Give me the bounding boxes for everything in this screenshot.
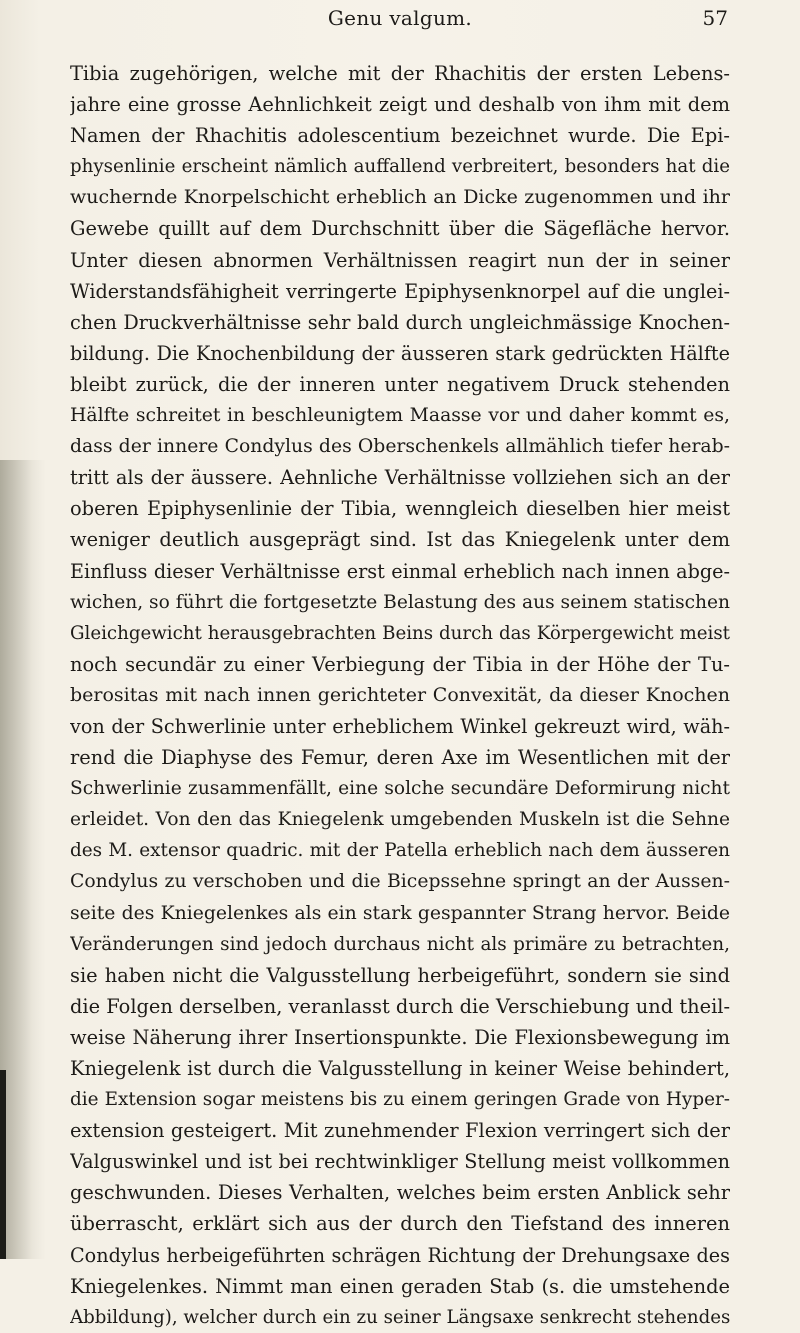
text-line: erleidet. Von den das Kniegelenk umgebenden Muskeln ist die Sehne (70, 809, 730, 831)
text-line: des M. extensor quadric. mit der Patella erheblich nach dem äusseren (70, 840, 730, 862)
text-line: bildung. Die Knochenbildung der äusseren stark gedrückten Hälfte (70, 341, 730, 365)
text-line: von der Schwerlinie unter erheblichem Winkel gekreuzt wird, wäh- (70, 714, 730, 738)
text-line: Tibia zugehörigen, welche mit der Rhachitis der ersten Lebens- (70, 62, 730, 85)
text-line: Kniegelenkes. Nimmt man einen geraden Stab (s. die umstehende (70, 1274, 730, 1298)
text-line: noch secundär zu einer Verbiegung der Tibia in der Höhe der Tu- (70, 652, 730, 676)
text-line: Widerstandsfähigheit verringerte Epiphysenknorpel auf die unglei- (70, 279, 730, 303)
text-line: Namen der Rhachitis adolescentium bezeichnet wurde. Die Epi- (70, 124, 730, 148)
binding-shadow (0, 460, 46, 1259)
text-line: rend die Diaphyse des Femur, deren Axe im Wesentlichen mit der (70, 746, 730, 770)
text-line: wichen, so führt die fortgesetzte Belastung des aus seinem statischen (70, 591, 730, 613)
binding-edge (0, 1070, 6, 1259)
text-line: sie haben nicht die Valgusstellung herbeigeführt, sondern sie sind (70, 963, 730, 987)
text-line: chen Druckverhältnisse sehr bald durch ungleichmässige Knochen- (70, 310, 730, 334)
text-line: geschwunden. Dieses Verhalten, welches beim ersten Anblick sehr (70, 1181, 730, 1205)
running-title: Genu valgum. (327, 6, 473, 30)
text-line: extension gesteigert. Mit zunehmender Flexion verringert sich der (70, 1119, 730, 1143)
text-line: Valguswinkel und ist bei rechtwinkliger Stellung meist vollkommen (70, 1150, 730, 1174)
text-line: Hälfte schreitet in beschleunigtem Maasse vor und daher kommt es, (70, 405, 730, 427)
text-line: Unter diesen abnormen Verhältnissen reagirt nun der in seiner (70, 248, 730, 272)
text-line: Veränderungen sind jedoch durchaus nicht als primäre zu betrachten, (70, 933, 730, 955)
running-head (70, 6, 730, 38)
text-line: tritt als der äussere. Aehnliche Verhältnisse vollziehen sich an der (70, 466, 730, 490)
text-line: wuchernde Knorpelschicht erheblich an Dicke zugenommen und ihr (70, 186, 730, 209)
text-line: jahre eine grosse Aehnlichkeit zeigt und deshalb von ihm mit dem (70, 93, 730, 117)
text-line: die Folgen derselben, veranlasst durch die Verschiebung und theil- (70, 994, 730, 1018)
text-line: überrascht, erklärt sich aus der durch den Tiefstand des inneren (70, 1212, 730, 1236)
body-text (70, 58, 730, 1333)
text-line: physenlinie erscheint nämlich auffallend verbreitert, besonders hat die (70, 156, 730, 178)
text-line: Condylus zu verschoben und die Bicepssehne springt an der Aussen- (70, 871, 730, 893)
page-number: 57 (702, 6, 728, 30)
text-line: dass der innere Condylus des Oberschenkels allmählich tiefer herab- (70, 436, 730, 458)
text-line: Gleichgewicht herausgebrachten Beins durch das Körpergewicht meist (70, 622, 730, 644)
text-line: oberen Epiphysenlinie der Tibia, wenngleich dieselben hier meist (70, 497, 730, 521)
text-line: Condylus herbeigeführten schrägen Richtung der Drehungsaxe des (70, 1243, 730, 1267)
text-line: Kniegelenk ist durch die Valgusstellung in keiner Weise behindert, (70, 1057, 730, 1080)
text-line: Abbildung), welcher durch ein zu seiner Längsaxe senkrecht stehendes (70, 1306, 730, 1328)
text-line: Schwerlinie zusammenfällt, eine solche secundäre Deformirung nicht (70, 778, 730, 800)
text-line: Einfluss dieser Verhältnisse erst einmal erheblich nach innen abge- (70, 559, 730, 583)
text-line: weise Näherung ihrer Insertionspunkte. Die Flexionsbewegung im (70, 1025, 730, 1049)
text-line: weniger deutlich ausgeprägt sind. Ist das Kniegelenk unter dem (70, 528, 730, 552)
text-line: bleibt zurück, die der inneren unter negativem Druck stehenden (70, 372, 730, 396)
text-line: Gewebe quillt auf dem Durchschnitt über die Sägefläche hervor. (70, 217, 730, 241)
text-line: die Extension sogar meistens bis zu einem geringen Grade von Hyper- (70, 1089, 730, 1111)
text-line: berositas mit nach innen gerichteter Convexität, da dieser Knochen (70, 683, 730, 706)
text-line: seite des Kniegelenkes als ein stark gespannter Strang hervor. Beide (70, 902, 730, 924)
